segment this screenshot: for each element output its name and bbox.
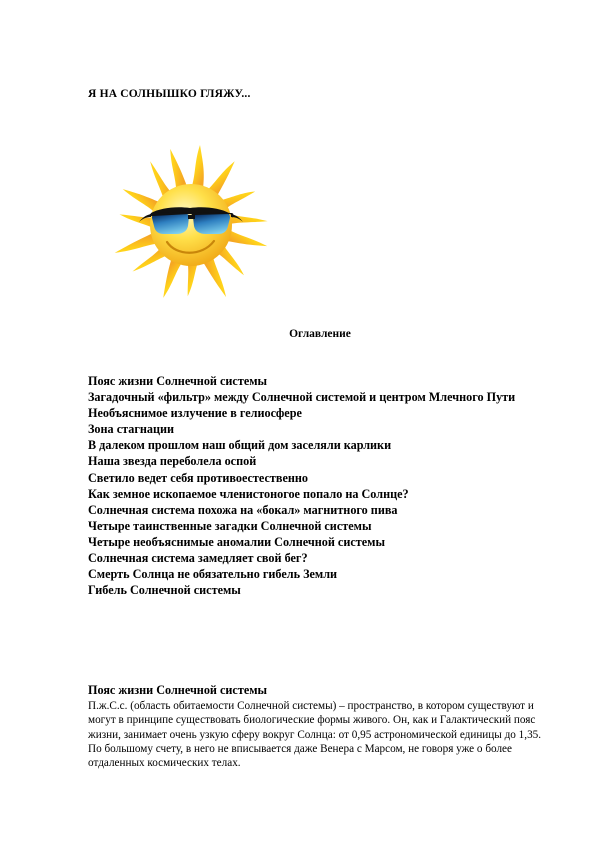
section-heading: Пояс жизни Солнечной системы: [88, 683, 268, 697]
toc-heading: Оглавление: [289, 328, 351, 340]
section-paragraph: П.ж.С.с. (область обитаемости Солнечной системы) – пространство, в котором существуют и могут в принципе существовать биологические формы живого. Он, как и Галактический пояс жизни, занимает очень узкую сферу вокруг Солнца: от 0,95 астрономической единицы до 1,35.: [88, 700, 542, 741]
page-title: Я НА СОЛНЫШКО ГЛЯЖУ...: [88, 88, 251, 100]
toc-item[interactable]: Гибель Солнечной системы: [88, 583, 241, 598]
section-paragraph: По большому счету, в него не вписывается даже Венера с Марсом, не говоря уже о более отдаленных космических телах.: [88, 742, 512, 770]
toc-item[interactable]: Солнечная система похожа на «бокал» магнитного пива: [88, 502, 398, 517]
section-body: [88, 682, 558, 770]
toc-item[interactable]: Зона стагнации: [88, 422, 175, 437]
toc-item[interactable]: Четыре необъяснимые аномалии Солнечной системы: [88, 534, 385, 549]
toc-item[interactable]: Смерть Солнца не обязательно гибель Земли: [88, 567, 338, 582]
toc-item[interactable]: Загадочный «фильтр» между Солнечной системой и центром Млечного Пути: [88, 390, 516, 405]
toc-item[interactable]: Как земное ископаемое членистоногое попало на Солнце?: [88, 486, 409, 501]
table-of-contents: [88, 373, 556, 598]
smiling-sun-with-sunglasses-icon: [98, 135, 284, 307]
toc-item[interactable]: Наша звезда переболела оспой: [88, 454, 257, 469]
toc-item[interactable]: Пояс жизни Солнечной системы: [88, 374, 268, 388]
toc-item[interactable]: Четыре таинственные загадки Солнечной системы: [88, 518, 372, 533]
toc-item[interactable]: Необъяснимое излучение в гелиосфере: [88, 406, 302, 421]
toc-item[interactable]: В далеком прошлом наш общий дом заселяли карлики: [88, 438, 392, 453]
toc-item[interactable]: Светило ведет себя противоестественно: [88, 470, 308, 485]
toc-item[interactable]: Солнечная система замедляет свой бег?: [88, 551, 308, 566]
